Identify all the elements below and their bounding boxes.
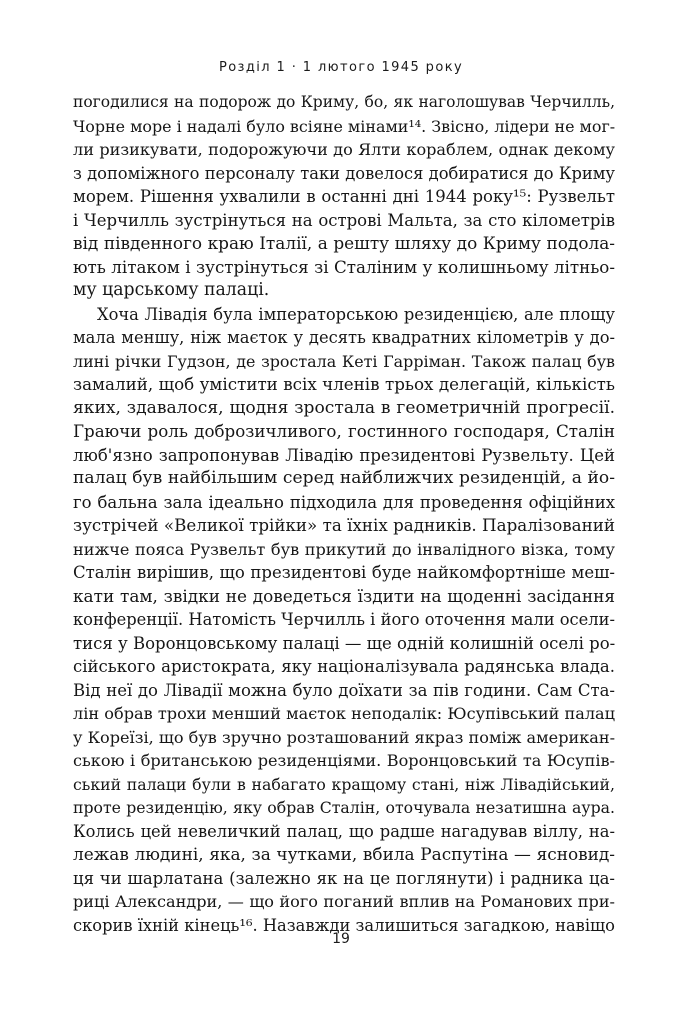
page-number: 19 bbox=[332, 931, 350, 947]
text-line: ця чи шарлатана (залежно як на це поглянути) і радника ца- bbox=[73, 868, 615, 888]
text-line: ською і британською резиденціями. Воронцовський та Юсупів- bbox=[73, 751, 615, 770]
text-line: кати там, звідки не доведеться їздити на щоденні засідання bbox=[73, 585, 615, 606]
text-line: люб'язно запропонував Лівадію президентові Рузвельту. Цей bbox=[73, 445, 615, 465]
text-line: го бальна зала ідеально підходила для проведення офіційних bbox=[73, 492, 615, 512]
text-line: морем. Рішення ухвалили в останні дні 1944 року¹⁵: Рузвельт bbox=[73, 187, 615, 206]
running-head: Розділ 1 · 1 лютого 1945 року bbox=[218, 60, 464, 75]
text-line: яких, здавалося, щодня зростала в геометричній прогресії. bbox=[73, 397, 615, 418]
text-line: риці Александри, — що його поганий вплив на Романових при- bbox=[73, 892, 615, 911]
text-line: му царському палаці. bbox=[73, 280, 270, 300]
text-line: Сталін вирішив, що президентові буде найкомфортніше меш- bbox=[73, 563, 615, 582]
text-line: зустрічей «Великої трійки» та їхніх радників. Паралізований bbox=[73, 515, 615, 535]
text-line: лежав людині, яка, за чутками, вбила Распутіна — ясновид- bbox=[73, 844, 615, 864]
text-line: Від неї до Лівадії можна було доїхати за пів години. Сам Ста- bbox=[73, 680, 615, 700]
text-line: замалий, щоб умістити всіх членів трьох делегацій, кількість bbox=[73, 374, 615, 394]
text-line: сійського аристократа, яку націоналізувала радянська влада. bbox=[73, 657, 615, 676]
text-line: погодилися на подорож до Криму, бо, як наголошував Черчилль, bbox=[73, 93, 615, 111]
body-text bbox=[73, 91, 615, 937]
text-line: Хоча Лівадія була імператорською резиденцією, але площу bbox=[97, 304, 615, 324]
paragraph-1 bbox=[73, 91, 615, 303]
text-line: ли ризикувати, подорожуючи до Ялти кораблем, однак декому bbox=[73, 140, 615, 159]
text-line: у Кореїзі, що був зручно розташований якраз поміж американ- bbox=[73, 727, 615, 747]
text-line: тися у Воронцовському палаці — ще одній колишній оселі ро- bbox=[73, 633, 615, 653]
text-line: лині річки Гудзон, де зростала Кеті Гарріман. Також палац був bbox=[73, 351, 615, 371]
text-line: Колись цей невеличкий палац, що радше нагадував віллу, на- bbox=[73, 821, 615, 841]
text-line: Чорне море і надалі було всіяне мінами¹⁴. Звісно, лідери не мог- bbox=[73, 116, 615, 136]
text-line: проте резиденцію, яку обрав Сталін, оточувала незатишна аура. bbox=[73, 798, 615, 817]
text-line: мала меншу, ніж маєток у десять квадратних кілометрів у до- bbox=[73, 328, 615, 347]
text-line: від південного краю Італії, а решту шляху до Криму подола- bbox=[73, 233, 615, 253]
text-line: палац був найбільшим серед найближчих резиденцій, а йо- bbox=[73, 468, 615, 488]
text-line: з допоміжного персоналу таки довелося добиратися до Криму bbox=[73, 163, 615, 183]
text-line: скорив їхній кінець¹⁶. Назавжди залишиться загадкою, навіщо bbox=[73, 915, 615, 935]
text-line: конференції. Натомість Черчилль і його оточення мали осели- bbox=[73, 610, 615, 629]
text-line: Граючи роль доброзичливого, гостинного господаря, Сталін bbox=[73, 421, 615, 441]
text-line: ють літаком і зустрінуться зі Сталіним у колишньому літньо- bbox=[73, 256, 615, 277]
text-line: ський палаци були в набагато кращому стані, ніж Лівадійський, bbox=[73, 774, 615, 794]
text-line: нижче пояса Рузвельт був прикутий до інвалідного візка, тому bbox=[73, 539, 615, 559]
text-line: і Черчилль зустрінуться на острові Мальта, за сто кілометрів bbox=[73, 210, 615, 230]
text-line: лін обрав трохи менший маєток неподалік: Юсупівський палац bbox=[73, 704, 615, 723]
paragraph-2 bbox=[73, 303, 615, 938]
